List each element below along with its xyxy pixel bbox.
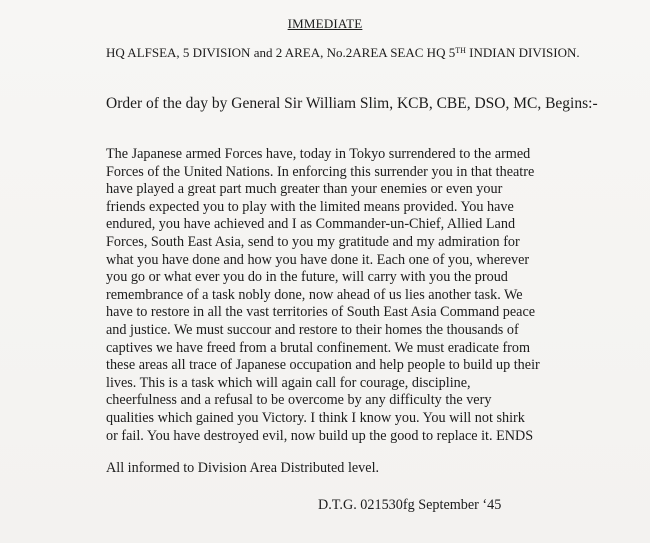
message-line: have played a great part much greater than your enemies or even your	[106, 181, 503, 198]
message-line: and justice. We must succour and restore to their homes the thousands of	[106, 321, 519, 338]
address-suffix: INDIAN DIVISION.	[465, 45, 580, 60]
message-line: lives. This is a task which will again call for courage, discipline,	[106, 374, 471, 391]
message-line: what you have done and how you have done it. Each one of you, wherever	[106, 251, 530, 268]
message-line: have to restore in all the vast territories of South East Asia Command peace	[106, 304, 536, 321]
message-line: these areas all trace of Japanese occupation and help people to build up their	[106, 357, 540, 374]
address-block	[106, 44, 586, 61]
distribution-line: All informed to Division Area Distributed level.	[106, 460, 380, 476]
message-line: Forces, South East Asia, send to you my gratitude and my admiration for	[106, 233, 520, 250]
address-prefix: HQ ALFSEA, 5 DIVISION and 2 AREA, No.2AREA SEAC HQ 5	[106, 45, 456, 60]
message-line: The Japanese armed Forces have, today in Tokyo surrendered to the armed	[106, 146, 531, 162]
date-time-group-line: D.T.G. 021530fg September ‘45	[318, 497, 502, 513]
message-line: remembrance of a task nobly done, now ahead of us lies another task. We	[106, 286, 523, 303]
heading-text: IMMEDIATE	[287, 16, 363, 31]
address-superscript: TH	[455, 46, 466, 55]
message-line: endured, you have achieved and I as Commander-un-Chief, Allied Land	[106, 216, 516, 233]
message-line: qualities which gained you Victory. I think I know you. You will not shirk	[106, 409, 525, 426]
order-of-the-day-line: Order of the day by General Sir William Slim, KCB, CBE, DSO, MC, Begins:-	[106, 95, 598, 112]
message-line: captives we have freed from a brutal confinement. We must eradicate from	[106, 339, 531, 356]
message-line: Forces of the United Nations. In enforcing this surrender you in that theatre	[106, 163, 535, 180]
document-heading	[0, 16, 650, 32]
message-body	[106, 146, 626, 445]
message-line: you go or what ever you do in the future, will carry with you the proud	[106, 269, 508, 286]
message-line: friends expected you to play with the limited means provided. You have	[106, 198, 514, 215]
message-line: or fail. You have destroyed evil, now build up the good to replace it. ENDS	[106, 427, 534, 444]
message-line: cheerfulness and a refusal to be overcome by any difficulty the very	[106, 392, 492, 409]
